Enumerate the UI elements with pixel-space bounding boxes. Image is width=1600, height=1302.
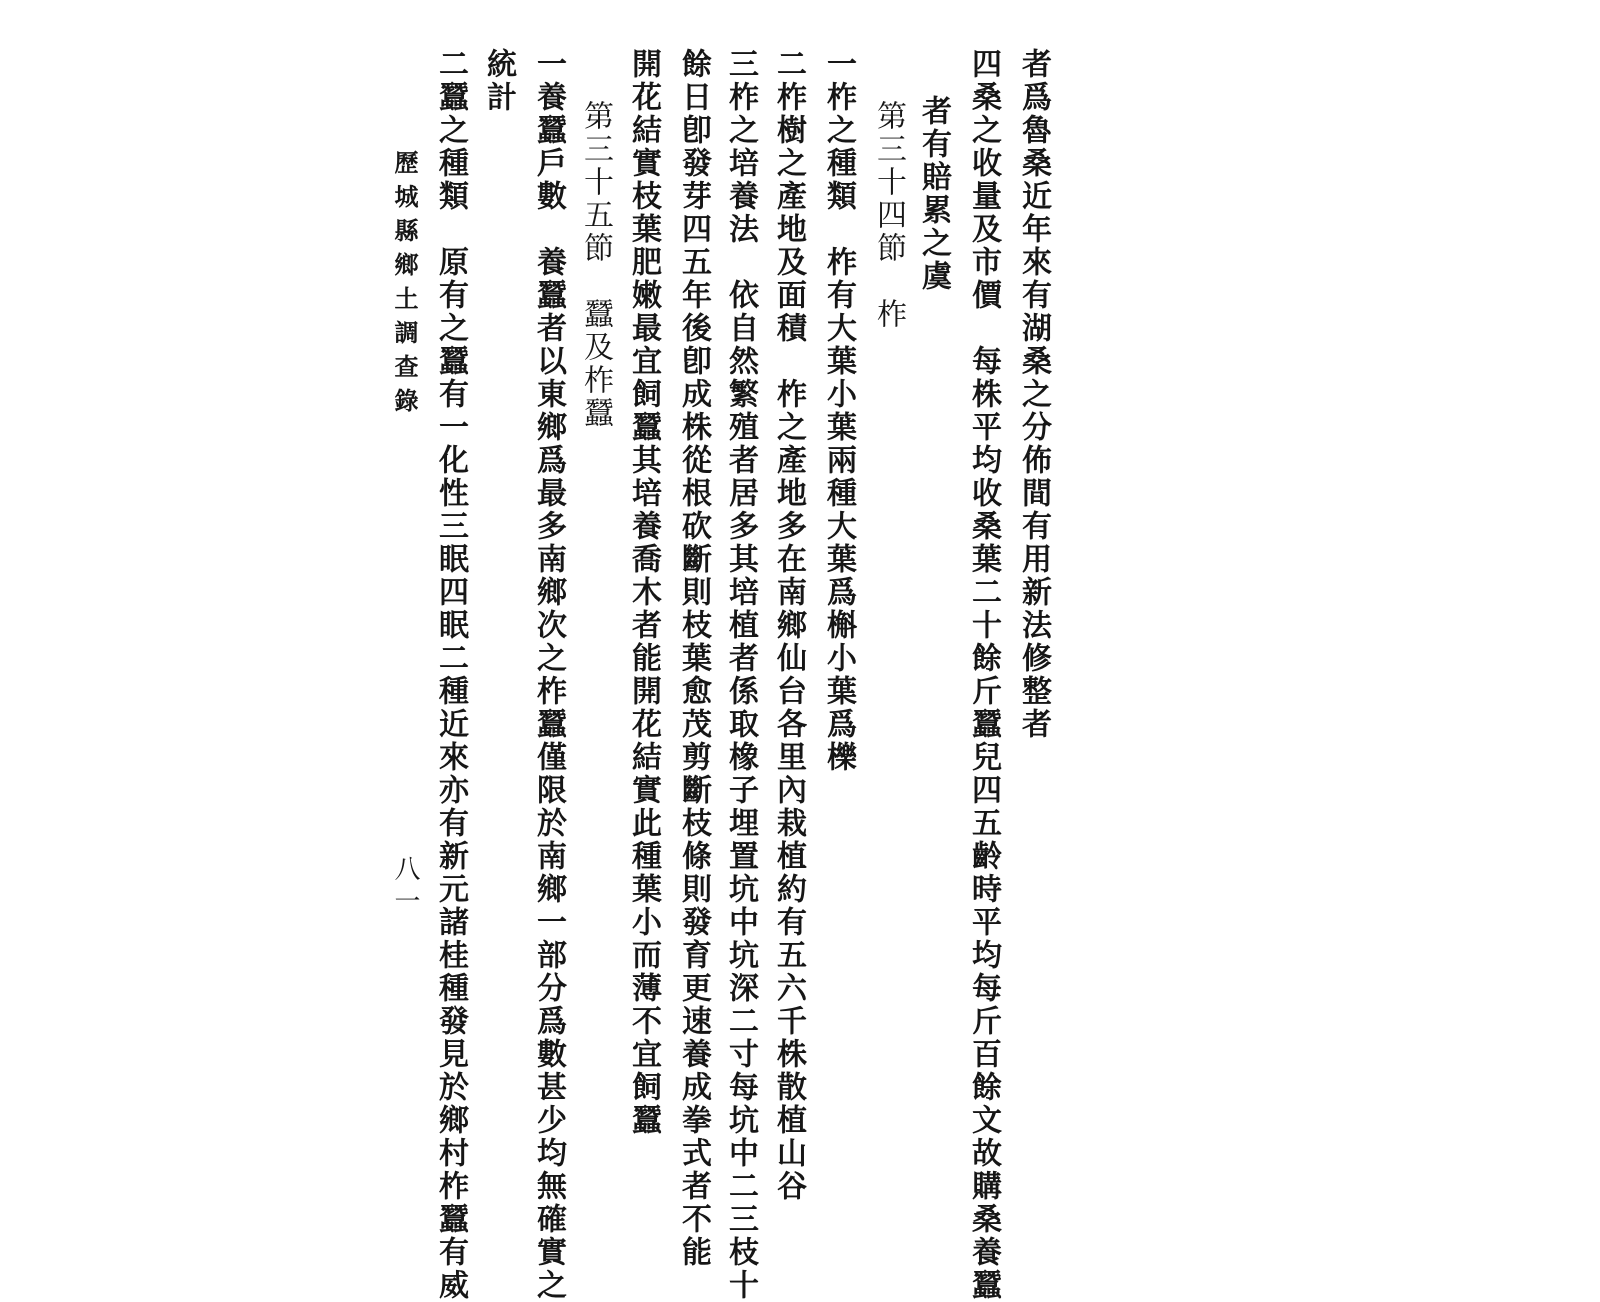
section-heading-35: 第三十五節 蠶及柞蠶 xyxy=(578,100,613,430)
text-column-7: 三柞之培養法 依自然繁殖者居多其培植者係取橡子埋置坑中坑深二寸每坑中二三枝十 xyxy=(723,48,758,1302)
running-footer: 歷城縣鄉土調查錄 xyxy=(390,150,419,422)
text-column-9: 開花結實枝葉肥嫩最宜飼蠶其培養喬木者能開花結實此種葉小而薄不宜飼蠶 xyxy=(626,48,661,1137)
text-column-2: 四桑之收量及市價 每株平均收桑葉二十餘斤蠶兒四五齡時平均每斤百餘文故購桑養蠶 xyxy=(966,48,1001,1302)
text-column-5: 一柞之種類 柞有大葉小葉兩種大葉爲槲小葉爲櫟 xyxy=(821,48,856,774)
text-column-13: 二蠶之種類 原有之蠶有一化性三眠四眠二種近來亦有新元諸桂種發見於鄉村柞蠶有威 xyxy=(433,48,468,1302)
text-column-11: 一養蠶戶數 養蠶者以東鄉爲最多南鄉次之柞蠶僅限於南鄉一部分爲數甚少均無確實之 xyxy=(531,48,566,1302)
text-column-6: 二柞樹之產地及面積 柞之產地多在南鄉仙台各里內栽植約有五六千株散植山谷 xyxy=(771,48,806,1203)
text-column-1: 者爲魯桑近年來有湖桑之分佈間有用新法修整者 xyxy=(1016,48,1051,741)
text-column-3: 者有賠累之虞 xyxy=(916,95,951,293)
section-heading-34: 第三十四節 柞 xyxy=(871,100,906,331)
text-column-8: 餘日卽發芽四五年後卽成株從根砍斷則枝葉愈茂剪斷枝條則發育更速養成拳式者不能 xyxy=(676,48,711,1269)
page-number: 八一 xyxy=(390,855,420,919)
text-column-12: 統計 xyxy=(481,48,516,114)
